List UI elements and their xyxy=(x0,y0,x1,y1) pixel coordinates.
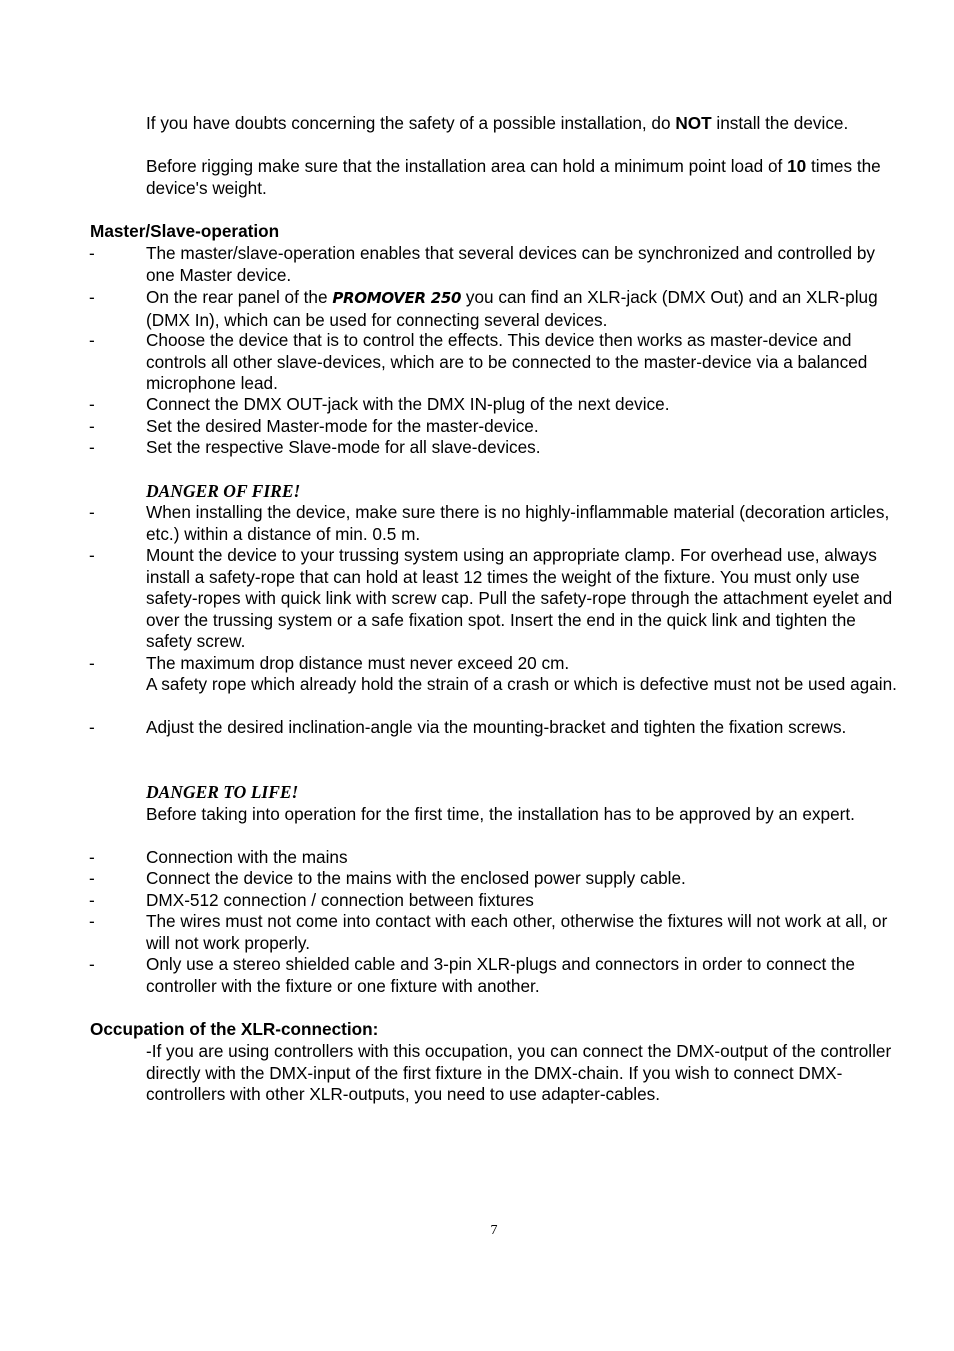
fire-item-3-note: A safety rope which already hold the strain of a crash or which is defective must not be used again. xyxy=(146,674,897,694)
bullet-dash: - xyxy=(89,717,95,737)
bullet-dash: - xyxy=(89,954,95,974)
bullet-dash: - xyxy=(89,890,95,910)
bullet-dash: - xyxy=(89,847,95,867)
bullet-dash: - xyxy=(89,502,95,522)
fire-item-2: Mount the device to your trussing system using an appropriate clamp. For overhead use, always install a safety-rope that can hold at least 12 times the weight of the fixture. You must only use safety-ropes with quick link with screw cap. Pull the safety-rope through the attachment eyelet and over the trussing system or a safe fixation spot. Insert the end in the quick link and tighten the safety screw. xyxy=(146,545,893,652)
master-slave-item-1: The master/slave-operation enables that several devices can be synchronized and controlled by one Master device. xyxy=(146,243,875,285)
fire-item-1: When installing the device, make sure there is no highly-inflammable material (decoration articles, etc.) within a distance of min. 0.5 m. xyxy=(146,502,890,544)
life-intro: Before taking into operation for the first time, the installation has to be approved by an expert. xyxy=(146,804,855,824)
product-name: PROMOVER 250 xyxy=(332,289,462,307)
xlr-heading: Occupation of the XLR-connection: xyxy=(90,1019,379,1039)
bullet-dash: - xyxy=(89,394,95,414)
bullet-dash: - xyxy=(89,243,95,263)
item2-text: On the rear panel of the xyxy=(146,287,333,307)
intro-paragraph-2 xyxy=(146,156,906,199)
danger-to-life-title: DANGER TO LIFE! xyxy=(146,782,299,802)
intro-p2-text-end: times the device's weight. xyxy=(146,156,881,198)
intro-p2-bold: 10 xyxy=(787,156,807,176)
master-slave-item-4: Connect the DMX OUT-jack with the DMX IN-plug of the next device. xyxy=(146,394,670,414)
intro-paragraph-1 xyxy=(146,113,906,135)
life-item-3: DMX-512 connection / connection between fixtures xyxy=(146,890,534,910)
danger-of-fire-title: DANGER OF FIRE! xyxy=(146,481,301,501)
intro-p1-text-end: install the device. xyxy=(711,113,849,133)
life-item-1: Connection with the mains xyxy=(146,847,348,867)
master-slave-item-3: Choose the device that is to control the effects. This device then works as master-device and controls all other slave-devices, which are to be connected to the master-device via a balanced microphone lead. xyxy=(146,330,868,394)
fire-item-3: The maximum drop distance must never exceed 20 cm. xyxy=(146,653,570,673)
intro-p1-text: If you have doubts concerning the safety of a possible installation, do xyxy=(146,113,676,133)
intro-p2-text: Before rigging make sure that the installation area can hold a minimum point load of xyxy=(146,156,788,176)
bullet-dash: - xyxy=(89,653,95,673)
bullet-dash: - xyxy=(89,416,95,436)
item2-text-end: you can find an XLR-jack (DMX Out) and an XLR-plug (DMX In), which can be used for connecting several devices. xyxy=(146,287,878,330)
intro-p1-bold: NOT xyxy=(675,113,712,133)
bullet-dash: - xyxy=(89,868,95,888)
bullet-dash: - xyxy=(89,911,95,931)
master-slave-item-2 xyxy=(146,287,906,331)
master-slave-item-5: Set the desired Master-mode for the master-device. xyxy=(146,416,539,436)
master-slave-heading: Master/Slave-operation xyxy=(90,221,280,241)
bullet-dash: - xyxy=(89,287,95,307)
life-item-4: The wires must not come into contact with each other, otherwise the fixtures will not work at all, or will not work properly. xyxy=(146,911,888,953)
life-item-5: Only use a stereo shielded cable and 3-pin XLR-plugs and connectors in order to connect the controller with the fixture or one fixture with another. xyxy=(146,954,855,996)
master-slave-item-6: Set the respective Slave-mode for all slave-devices. xyxy=(146,437,541,457)
page-number: 7 xyxy=(490,1223,498,1238)
bullet-dash: - xyxy=(89,437,95,457)
bullet-dash: - xyxy=(89,545,95,565)
bullet-dash: - xyxy=(89,330,95,350)
life-item-2: Connect the device to the mains with the enclosed power supply cable. xyxy=(146,868,686,888)
fire-item-4: Adjust the desired inclination-angle via the mounting-bracket and tighten the fixation screws. xyxy=(146,717,847,737)
xlr-text: -If you are using controllers with this occupation, you can connect the DMX-output of the controller directly with the DMX-input of the first fixture in the DMX-chain. If you wish to connect DMX-controllers with other XLR-outputs, you need to use adapter-cables. xyxy=(146,1041,892,1105)
